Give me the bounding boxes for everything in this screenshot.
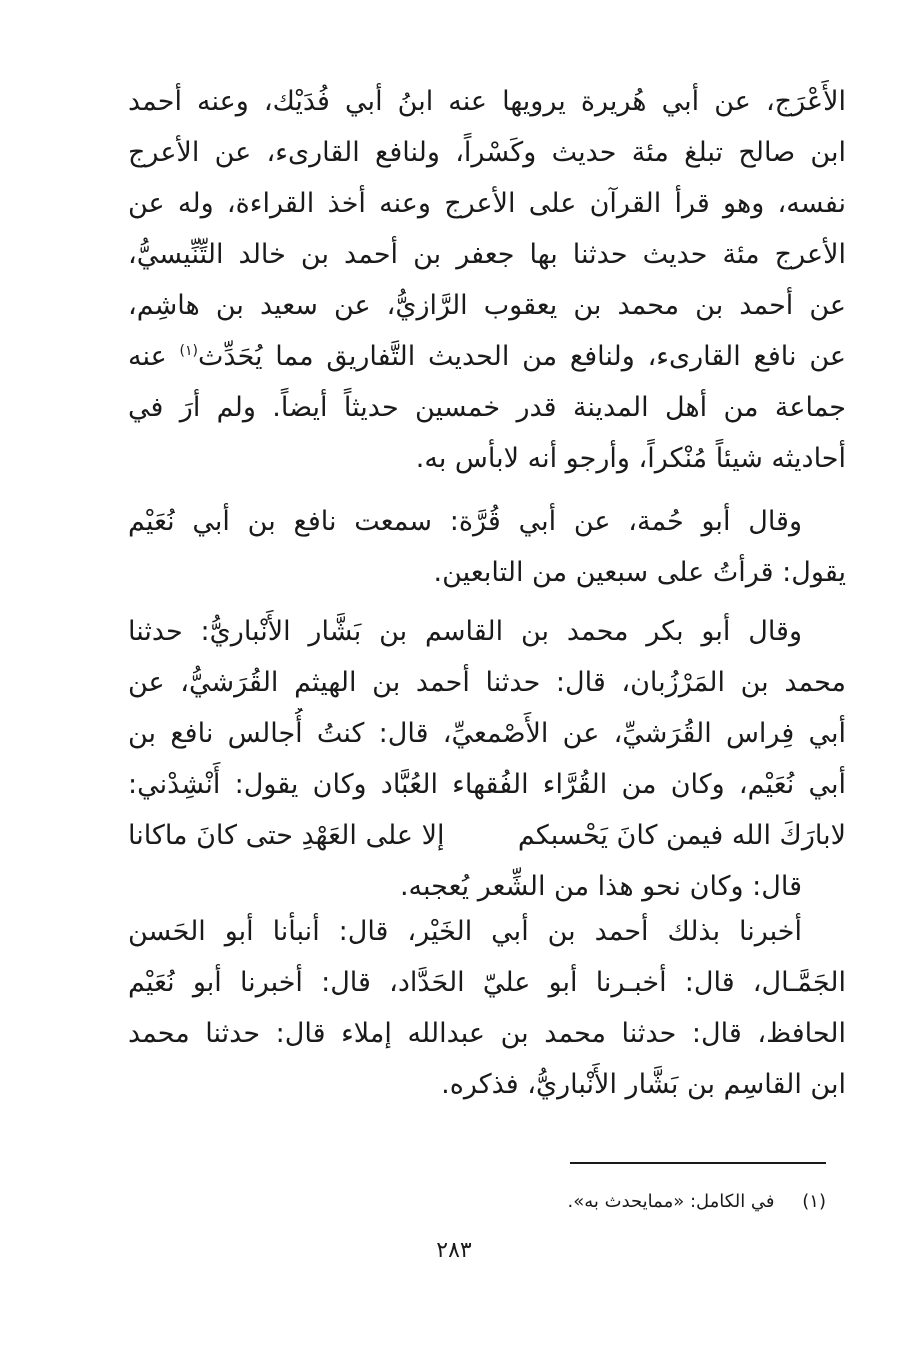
footnote-divider (570, 1162, 826, 1164)
paragraph-4 (128, 906, 846, 1110)
text-line: يقول: قرأتُ على سبعين من التابعين. (433, 557, 846, 588)
text-line: الجَمَّـال، قال: أخبـرنا أبو عليّ الحَدَّاد، قال: أخبرنا أبو نُعَيْم (128, 967, 846, 998)
text-line: أبي نُعَيْم، وكان من القُرَّاء الفُقهاء العُبَّاد وكان يقول: أَنْشِدْني: (128, 769, 846, 800)
footnote (360, 1188, 826, 1216)
text-line-segment: عن نافع القارىء، ولنافع من الحديث التَّفاريق مما يُحَدِّث (197, 341, 846, 372)
page-number: ٢٨٣ (436, 1238, 472, 1263)
verse-first-hemistich: لابارَكَ الله فيمن كانَ يَحْسبكم (517, 820, 846, 851)
text-line: ابن صالح تبلغ مئة حديث وكَسْراً، ولنافع القارىء، عن الأعرج (128, 137, 846, 168)
text-line: الأَعْرَج، عن أبي هُريرة يرويها عنه ابنُ أبي فُدَيْك، وعنه أحمد (128, 86, 846, 117)
paragraph-1 (128, 76, 846, 484)
text-line: ابن القاسِم بن بَشَّار الأَنْباريُّ، فذكره. (441, 1069, 846, 1100)
verse-second-hemistich: إلا على العَهْدِ حتى كانَ ماكانا (128, 820, 445, 851)
text-line: وقال أبو حُمة، عن أبي قُرَّة: سمعت نافع بن أبي نُعَيْم (128, 506, 802, 537)
text-line: أخبرنا بذلك أحمد بن أبي الخَيْر، قال: أنبأنا أبو الحَسن (128, 916, 802, 947)
footnote-marker[interactable]: (١) (179, 343, 198, 359)
text-line: الأعرج مئة حديث حدثنا بها جعفر بن أحمد بن خالد التِّنِّيسيُّ، (128, 239, 846, 270)
text-line: جماعة من أهل المدينة قدر خمسين حديثاً أيضاً. ولم أرَ في (128, 392, 846, 423)
text-line: قال: وكان نحو هذا من الشِّعر يُعجبه. (399, 871, 802, 902)
footnote-text: في الكامل: «ممايحدث به». (567, 1191, 775, 1212)
text-line: وقال أبو بكر محمد بن القاسم بن بَشَّار الأَنْباريُّ: حدثنا (128, 616, 802, 647)
text-line: أبي فِراس القُرَشيِّ، عن الأَصْمعيِّ، قال: كنتُ أُجالس نافع بن (128, 718, 846, 749)
text-line: محمد بن المَرْزُبان، قال: حدثنا أحمد بن الهيثم القُرَشيُّ، عن (128, 667, 846, 698)
text-line: الحافظ، قال: حدثنا محمد بن عبدالله إملاء قال: حدثنا محمد (128, 1018, 846, 1049)
text-line: عن أحمد بن محمد بن يعقوب الرَّازيُّ، عن سعيد بن هاشِم، (128, 290, 846, 321)
footnote-number: (١) (802, 1191, 826, 1212)
text-line: أحاديثه شيئاً مُنْكراً، وأرجو أنه لابأس به. (415, 443, 846, 474)
text-line: نفسه، وهو قرأ القرآن على الأعرج وعنه أخذ القراءة، وله عن (128, 188, 846, 219)
paragraph-3 (128, 606, 846, 912)
poetry-verse (128, 810, 846, 861)
text-line-segment: عنه (128, 341, 167, 372)
text-line-with-footnote (128, 331, 846, 382)
paragraph-2 (128, 496, 846, 598)
